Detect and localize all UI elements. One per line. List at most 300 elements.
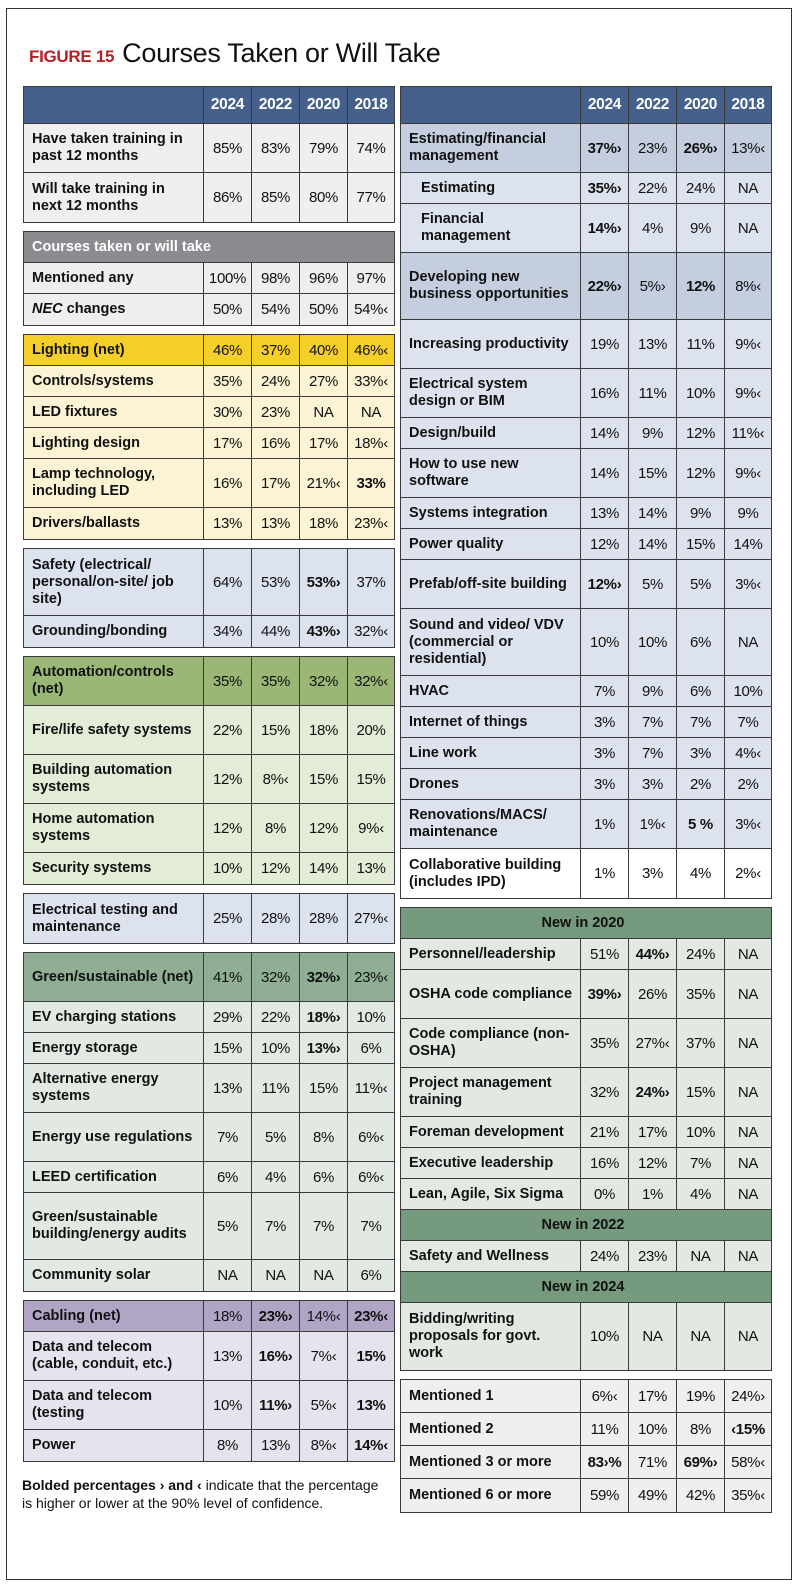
left-column <box>23 86 395 1462</box>
value-2022: 17% <box>629 1380 677 1412</box>
row-label-text: Mentioned 3 or more <box>409 1453 552 1470</box>
value-2020: 69%› <box>677 1446 725 1478</box>
row-label-text: Electrical system design or BIM <box>409 376 528 409</box>
table-row <box>401 800 771 849</box>
row-label-text: Building automation systems <box>32 762 173 795</box>
value-2018: NA <box>737 1083 759 1101</box>
row-label-text: Line work <box>409 744 477 761</box>
value-2018: 9%‹ <box>735 384 761 402</box>
value-2018: 23%‹ <box>354 968 388 986</box>
header-blank <box>24 87 204 123</box>
value-2018: 3%‹ <box>735 575 761 593</box>
value-2024: 41% <box>204 953 252 1001</box>
row-label <box>24 804 204 852</box>
row-label <box>401 449 581 497</box>
figure-heading: Courses Taken or Will Take <box>122 38 441 68</box>
row-label-text: Cabling (net) <box>32 1307 121 1324</box>
value-2020: 13%› <box>300 1033 348 1063</box>
table-business <box>400 86 772 899</box>
banner-new-in-2024 <box>401 1272 771 1303</box>
row-label <box>24 706 204 754</box>
year-header-2018: 2018 <box>731 96 765 113</box>
value-2020: 12% <box>300 804 348 852</box>
value-2018: 46%‹ <box>354 341 388 359</box>
value-2024: 14% <box>581 418 629 448</box>
value-2020: 12% <box>677 253 725 319</box>
value-2024: 29% <box>204 1002 252 1032</box>
value-2018: 27%‹ <box>354 910 388 927</box>
value-2020: 6% <box>677 676 725 706</box>
value-2024: 24% <box>581 1241 629 1271</box>
table-row <box>24 397 394 428</box>
value-2020: 8%‹ <box>300 1430 348 1461</box>
value-2020: 28% <box>300 894 348 943</box>
table-row <box>24 366 394 397</box>
value-2018: 10% <box>356 1008 386 1026</box>
value-2024: 3% <box>581 738 629 768</box>
value-2022: 7% <box>629 738 677 768</box>
value-2022: 37% <box>252 335 300 365</box>
value-2022: 35% <box>252 657 300 705</box>
value-2020: 8% <box>300 1113 348 1161</box>
table-row <box>401 676 771 707</box>
value-2024: 22%› <box>581 253 629 319</box>
value-2018: NA <box>737 1123 759 1141</box>
value-2018: 11%‹ <box>354 1079 388 1097</box>
value-2020: 15% <box>300 1064 348 1112</box>
value-2024: 7% <box>581 676 629 706</box>
row-label <box>401 1479 581 1512</box>
table-row <box>401 1303 771 1370</box>
value-2018: 6% <box>360 1039 382 1057</box>
table-lighting <box>23 334 395 540</box>
value-2022: 9% <box>629 418 677 448</box>
row-label-text: Security systems <box>32 860 152 876</box>
value-2022: 3% <box>629 769 677 799</box>
row-label-text: OSHA code compliance <box>409 985 573 1002</box>
row-label-text: Drones <box>409 775 459 792</box>
value-2024: 100% <box>204 263 252 293</box>
table-row <box>401 449 771 498</box>
table-automation <box>23 656 395 885</box>
row-label-text: Lighting design <box>32 434 140 451</box>
value-2018: 33%‹ <box>354 372 388 390</box>
row-label <box>24 173 204 222</box>
value-2020: 14%‹ <box>300 1301 348 1331</box>
value-2022: 15% <box>629 449 677 497</box>
row-label <box>24 1381 204 1429</box>
table-row <box>24 508 394 539</box>
table-row <box>401 769 771 800</box>
value-2024: 10% <box>581 609 629 675</box>
row-label-text: Increasing productivity <box>409 335 569 352</box>
value-2020: 42% <box>677 1479 725 1512</box>
value-2020: 5 % <box>677 800 725 848</box>
value-2024: 50% <box>204 294 252 325</box>
value-2020: 7% <box>300 1193 348 1259</box>
row-label <box>24 124 204 172</box>
value-2022: 16%› <box>252 1332 300 1380</box>
table-row <box>24 124 394 173</box>
value-2024: 11% <box>581 1413 629 1445</box>
value-2024: 13% <box>581 498 629 528</box>
row-label <box>401 418 581 448</box>
table-row <box>401 529 771 560</box>
value-2018: 9%‹ <box>735 464 761 482</box>
row-label-text: Code compliance (non-OSHA) <box>409 1026 570 1059</box>
table-row <box>24 953 394 1002</box>
value-2024: 13% <box>204 1064 252 1112</box>
table-row <box>401 204 771 253</box>
table-row <box>401 849 771 898</box>
value-2020: 26%› <box>677 124 725 172</box>
value-2022: 10% <box>629 609 677 675</box>
table-row <box>24 549 394 616</box>
row-label-text: Automation/controls (net) <box>32 664 174 697</box>
row-label <box>401 1303 581 1370</box>
value-2024: 14% <box>581 449 629 497</box>
table-row <box>24 1381 394 1430</box>
row-label-text: Foreman development <box>409 1123 564 1140</box>
value-2020: 5% <box>677 560 725 608</box>
row-label <box>401 529 581 559</box>
row-label <box>24 853 204 884</box>
value-2018: 6%‹ <box>358 1168 384 1186</box>
value-2024: 35% <box>581 1019 629 1067</box>
row-label-text: Mentioned 6 or more <box>409 1487 552 1503</box>
value-2022: 16% <box>252 428 300 458</box>
value-2024: 86% <box>204 173 252 222</box>
row-label <box>24 1193 204 1259</box>
section-title: Courses taken or will take <box>32 238 211 255</box>
value-2018: ‹15% <box>731 1420 765 1438</box>
row-label <box>24 953 204 1001</box>
table-row <box>24 1033 394 1064</box>
value-2022: 44% <box>252 616 300 647</box>
value-2018: 32%‹ <box>354 672 388 690</box>
row-label-text: Sound and video/ VDV (commercial or residential) <box>409 616 564 667</box>
value-2024: 46% <box>204 335 252 365</box>
row-label <box>24 1002 204 1032</box>
right-column <box>400 86 772 1513</box>
row-label-text: Project management training <box>409 1075 552 1108</box>
value-2018: 20% <box>356 721 386 739</box>
row-label <box>401 1241 581 1271</box>
value-2020: 15% <box>677 529 725 559</box>
value-2018: 2%‹ <box>735 865 761 882</box>
value-2022: 10% <box>629 1413 677 1445</box>
value-2020: NA <box>677 1303 725 1370</box>
table-row <box>24 1162 394 1193</box>
row-label-text: Green/sustainable (net) <box>32 968 194 985</box>
value-2024: 1% <box>581 800 629 848</box>
table-row <box>24 657 394 706</box>
value-2018: 14%‹ <box>354 1437 388 1454</box>
row-label-text: EV charging stations <box>32 1008 177 1025</box>
value-2018: 58%‹ <box>731 1453 765 1471</box>
row-label-text: Collaborative building (includes IPD) <box>409 856 562 890</box>
value-2022: 83% <box>252 124 300 172</box>
value-2020: 15% <box>677 1068 725 1116</box>
value-2024: 13% <box>204 1332 252 1380</box>
year-header-2020: 2020 <box>677 87 725 123</box>
row-label-text: Energy use regulations <box>32 1128 193 1145</box>
banner-title: New in 2022 <box>541 1216 625 1233</box>
value-2020: 11% <box>677 320 725 368</box>
value-2018: NA <box>360 403 382 421</box>
row-label <box>24 1033 204 1063</box>
value-2024: 10% <box>204 1381 252 1429</box>
banner-title: New in 2020 <box>541 914 625 931</box>
table-row <box>401 1446 771 1479</box>
row-label-text: Internet of things <box>409 713 528 730</box>
row-label-text: Power quality <box>409 535 504 552</box>
value-2022: 4% <box>629 204 677 252</box>
value-2018: NA <box>737 219 759 237</box>
value-2018: NA <box>737 1328 759 1345</box>
value-2022: 4% <box>252 1162 300 1192</box>
row-label <box>24 366 204 396</box>
table-row <box>24 853 394 884</box>
table-training <box>23 86 395 223</box>
value-2018: NA <box>737 945 759 963</box>
value-2022: 24%› <box>629 1068 677 1116</box>
value-2020: NA <box>300 1260 348 1291</box>
value-2022: 17% <box>629 1117 677 1147</box>
row-label-text: Green/sustainable building/energy audits <box>32 1209 187 1242</box>
value-2024: 83›% <box>581 1446 629 1478</box>
value-2022: 11% <box>252 1064 300 1112</box>
row-label <box>24 294 204 325</box>
value-2020: 17% <box>300 428 348 458</box>
value-2024: 18% <box>204 1301 252 1331</box>
table-row <box>401 1019 771 1068</box>
value-2018: NA <box>737 985 759 1003</box>
value-2022: 8% <box>252 804 300 852</box>
footnote-bold: Bolded percentages › and ‹ <box>22 1477 202 1493</box>
row-label <box>24 263 204 293</box>
value-2024: 6% <box>204 1162 252 1192</box>
value-2020: 35% <box>677 970 725 1018</box>
value-2020: 32%› <box>300 953 348 1001</box>
table-row <box>401 560 771 609</box>
value-2018: 10% <box>733 682 763 700</box>
table-testing <box>23 893 395 944</box>
value-2020: 24% <box>677 939 725 969</box>
row-label <box>401 124 581 172</box>
value-2022: 13% <box>252 508 300 539</box>
value-2024: 32% <box>581 1068 629 1116</box>
value-2020: 21%‹ <box>300 459 348 507</box>
value-2024: 8% <box>204 1430 252 1461</box>
value-2024: 16% <box>581 369 629 417</box>
row-label-text: HVAC <box>409 682 450 699</box>
value-2018: 33% <box>356 474 386 492</box>
row-label <box>401 707 581 737</box>
value-2022: 8%‹ <box>252 755 300 803</box>
value-2024: 3% <box>581 769 629 799</box>
row-label <box>24 1430 204 1461</box>
banner-new-in-2022 <box>401 1210 771 1241</box>
value-2018: 7% <box>360 1217 382 1235</box>
row-label-text: Design/build <box>409 424 496 441</box>
table-row <box>24 1260 394 1291</box>
value-2018: 24%› <box>731 1387 765 1405</box>
table-row <box>401 1241 771 1272</box>
table-row <box>24 1002 394 1033</box>
row-label <box>401 1446 581 1478</box>
value-2022: 28% <box>252 894 300 943</box>
row-label-text: Alternative energy systems <box>32 1071 159 1104</box>
footnote <box>22 1476 382 1512</box>
value-2022: 44%› <box>629 939 677 969</box>
row-label-text: Mentioned 2 <box>409 1420 494 1437</box>
value-2024: 39%› <box>581 970 629 1018</box>
value-2018: 54%‹ <box>354 301 388 318</box>
row-label <box>24 616 204 647</box>
table-row <box>24 755 394 804</box>
table-row <box>24 173 394 222</box>
value-2022: 1% <box>629 1179 677 1209</box>
row-label-text: Have taken training in past 12 months <box>32 131 183 164</box>
table-row <box>24 1301 394 1332</box>
value-2018: 32%‹ <box>354 623 388 640</box>
row-label <box>401 1380 581 1412</box>
row-label-text: Community solar <box>32 1267 151 1283</box>
value-2020: 37% <box>677 1019 725 1067</box>
row-label-text: Mentioned 1 <box>409 1387 494 1404</box>
table-cabling <box>23 1300 395 1462</box>
table-row <box>401 253 771 320</box>
value-2022: 22% <box>629 173 677 203</box>
value-2018: 6% <box>360 1267 382 1284</box>
table-green <box>23 952 395 1292</box>
table-row <box>24 1332 394 1381</box>
value-2020: 4% <box>677 1179 725 1209</box>
row-label-text: Safety (electrical/ personal/on-site/ job site) <box>32 556 174 607</box>
row-label <box>401 1179 581 1209</box>
value-2018: 18%‹ <box>354 434 388 452</box>
value-2022: 53% <box>252 549 300 615</box>
value-2020: 10% <box>677 1117 725 1147</box>
value-2024: 25% <box>204 894 252 943</box>
value-2020: 27% <box>300 366 348 396</box>
value-2020: 2% <box>677 769 725 799</box>
value-2022: 11%› <box>252 1381 300 1429</box>
row-label-text: Safety and Wellness <box>409 1247 549 1264</box>
row-label-text: LED fixtures <box>32 403 118 420</box>
row-label <box>401 369 581 417</box>
row-label <box>24 1064 204 1112</box>
value-2020: 43%› <box>300 616 348 647</box>
table-row <box>24 1064 394 1113</box>
table-row <box>24 616 394 647</box>
value-2024: 12%› <box>581 560 629 608</box>
value-2024: 7% <box>204 1113 252 1161</box>
value-2022: 10% <box>252 1033 300 1063</box>
value-2024: 13% <box>204 508 252 539</box>
value-2020: 9% <box>677 498 725 528</box>
value-2018: 9%‹ <box>358 819 384 837</box>
table-row <box>24 804 394 853</box>
value-2022: 27%‹ <box>629 1019 677 1067</box>
value-2020: 7% <box>677 707 725 737</box>
row-label <box>401 1148 581 1178</box>
value-2018: 9%‹ <box>735 335 761 353</box>
table-row <box>401 1179 771 1210</box>
value-2022: 71% <box>629 1446 677 1478</box>
value-2018: 35%‹ <box>731 1487 765 1504</box>
value-2022: 23% <box>252 397 300 427</box>
table-row <box>401 738 771 769</box>
value-2018: NA <box>737 179 759 197</box>
row-label <box>24 508 204 539</box>
row-label-text: Estimating <box>421 179 496 196</box>
row-label-text: Lighting (net) <box>32 341 125 358</box>
row-label <box>24 428 204 458</box>
value-2020: 50% <box>300 294 348 325</box>
row-label-text: Mentioned any <box>32 269 134 286</box>
value-2018: 13%‹ <box>731 139 765 157</box>
value-2024: 85% <box>204 124 252 172</box>
row-label-text: Estimating/financial management <box>409 131 546 164</box>
row-label <box>401 320 581 368</box>
footnote-text: indicate that the percentage is higher or lower at the 90% level of confidence. <box>22 1477 379 1511</box>
value-2024: 1% <box>581 849 629 898</box>
table-new-items <box>400 907 772 1371</box>
table-row <box>24 428 394 459</box>
value-2020: 8% <box>677 1413 725 1445</box>
value-2024: 35% <box>204 657 252 705</box>
year-header-row <box>24 87 394 124</box>
value-2020: 79% <box>300 124 348 172</box>
value-2020: 7% <box>677 1148 725 1178</box>
table-row <box>24 706 394 755</box>
value-2024: 3% <box>581 707 629 737</box>
value-2024: 35%› <box>581 173 629 203</box>
value-2024: 15% <box>204 1033 252 1063</box>
value-2022: 5% <box>629 560 677 608</box>
value-2020: 19% <box>677 1380 725 1412</box>
value-2024: 51% <box>581 939 629 969</box>
row-label <box>401 1117 581 1147</box>
table-row <box>24 894 394 943</box>
value-2022: 98% <box>252 263 300 293</box>
year-header-2018: 2018 <box>354 96 388 113</box>
table-row <box>401 939 771 970</box>
value-2024: 34% <box>204 616 252 647</box>
row-label <box>24 894 204 943</box>
value-2022: 26% <box>629 970 677 1018</box>
table-row <box>24 1430 394 1461</box>
value-2024: NA <box>204 1260 252 1291</box>
row-label <box>24 1162 204 1192</box>
value-2022: 49% <box>629 1479 677 1512</box>
value-2018: NA <box>737 1154 759 1172</box>
row-label <box>24 1332 204 1380</box>
row-label-text: Developing new business opportunities <box>409 269 569 302</box>
value-2020: 3% <box>677 738 725 768</box>
value-2022: 9% <box>629 676 677 706</box>
value-2022: 1%‹ <box>629 800 677 848</box>
value-2018: 23%‹ <box>354 515 388 532</box>
table-row <box>401 707 771 738</box>
value-2022: 3% <box>629 849 677 898</box>
table-row <box>401 1068 771 1117</box>
table-row <box>24 1193 394 1260</box>
table-mentioned <box>400 1379 772 1513</box>
value-2022: 23% <box>629 1241 677 1271</box>
